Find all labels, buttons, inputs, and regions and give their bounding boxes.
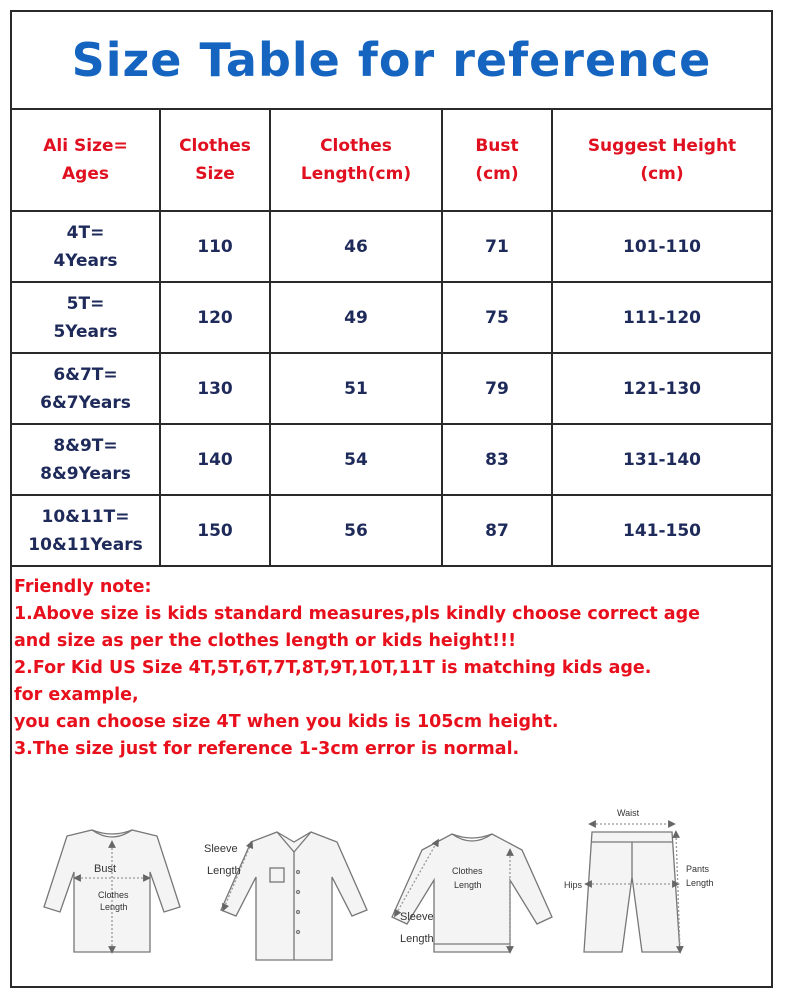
cell-bust: 75: [442, 282, 552, 353]
cell-ali-size: 5T= 5Years: [12, 282, 160, 353]
cell-clothes-length: 54: [270, 424, 442, 495]
tshirt-diagram-icon: [44, 830, 180, 952]
friendly-notes: [14, 574, 769, 763]
shirt-diagram-icon: [204, 832, 367, 960]
pants-label-waist: Waist: [617, 808, 640, 818]
table-row: [12, 211, 771, 282]
sweater-diagram-icon: [392, 834, 552, 952]
table-row: [12, 495, 771, 566]
cell-bust: 87: [442, 495, 552, 566]
cell-clothes-size: 120: [160, 282, 270, 353]
cell-clothes-length: 49: [270, 282, 442, 353]
cell-suggest-height: 111-120: [552, 282, 771, 353]
tshirt-label-bust: Bust: [94, 863, 117, 875]
cell-clothes-length: 51: [270, 353, 442, 424]
cell-ali-size: 8&9T= 8&9Years: [12, 424, 160, 495]
cell-clothes-length: 56: [270, 495, 442, 566]
tshirt-label-length-b: Length: [100, 902, 128, 912]
cell-suggest-height: 101-110: [552, 211, 771, 282]
header-clothes-length: Clothes Length(cm): [270, 109, 442, 211]
table-header-row: [12, 109, 771, 211]
header-ali-size: Ali Size= Ages: [12, 109, 160, 211]
sweater-label-length-b: Length: [454, 880, 482, 890]
table-row: [12, 282, 771, 353]
cell-suggest-height: 141-150: [552, 495, 771, 566]
shirt-label-sleeve: Sleeve: [204, 843, 238, 855]
table-row: [12, 353, 771, 424]
tshirt-label-length-a: Clothes: [98, 890, 129, 900]
header-suggest-height: Suggest Height (cm): [552, 109, 771, 211]
pants-label-hips: Hips: [564, 880, 583, 890]
cell-bust: 83: [442, 424, 552, 495]
pants-label-length-a: Pants: [686, 864, 710, 874]
pants-diagram-icon: [564, 808, 714, 952]
sweater-label-length-a: Clothes: [452, 866, 483, 876]
cell-clothes-size: 110: [160, 211, 270, 282]
shirt-label-length: Length: [207, 865, 241, 877]
cell-clothes-length: 46: [270, 211, 442, 282]
cell-suggest-height: 131-140: [552, 424, 771, 495]
cell-suggest-height: 121-130: [552, 353, 771, 424]
note-line: 2.For Kid US Size 4T,5T,6T,7T,8T,9T,10T,11T is matching kids age.: [14, 658, 652, 678]
cell-clothes-size: 130: [160, 353, 270, 424]
cell-ali-size: 4T= 4Years: [12, 211, 160, 282]
page-title: Size Table for reference: [12, 12, 771, 110]
header-bust: Bust (cm): [442, 109, 552, 211]
pants-label-length-b: Length: [686, 878, 714, 888]
cell-ali-size: 6&7T= 6&7Years: [12, 353, 160, 424]
measurement-illustrations: [32, 802, 752, 977]
cell-clothes-size: 150: [160, 495, 270, 566]
note-line: 1.Above size is kids standard measures,pls kindly choose correct age: [14, 604, 700, 624]
cell-ali-size: 10&11T= 10&11Years: [12, 495, 160, 566]
sweater-label-sleeve-b: Length: [400, 933, 434, 945]
size-table: [12, 108, 771, 567]
cell-bust: 71: [442, 211, 552, 282]
header-clothes-size: Clothes Size: [160, 109, 270, 211]
note-line: 3.The size just for reference 1-3cm error is normal.: [14, 739, 520, 759]
table-row: [12, 424, 771, 495]
note-line: for example,: [14, 685, 139, 705]
sweater-label-sleeve-a: Sleeve: [400, 911, 434, 923]
note-line: Friendly note:: [14, 577, 152, 597]
size-chart-frame: [10, 10, 773, 988]
note-line: you can choose size 4T when you kids is 105cm height.: [14, 712, 559, 732]
cell-clothes-size: 140: [160, 424, 270, 495]
note-line: and size as per the clothes length or kids height!!!: [14, 631, 517, 651]
cell-bust: 79: [442, 353, 552, 424]
